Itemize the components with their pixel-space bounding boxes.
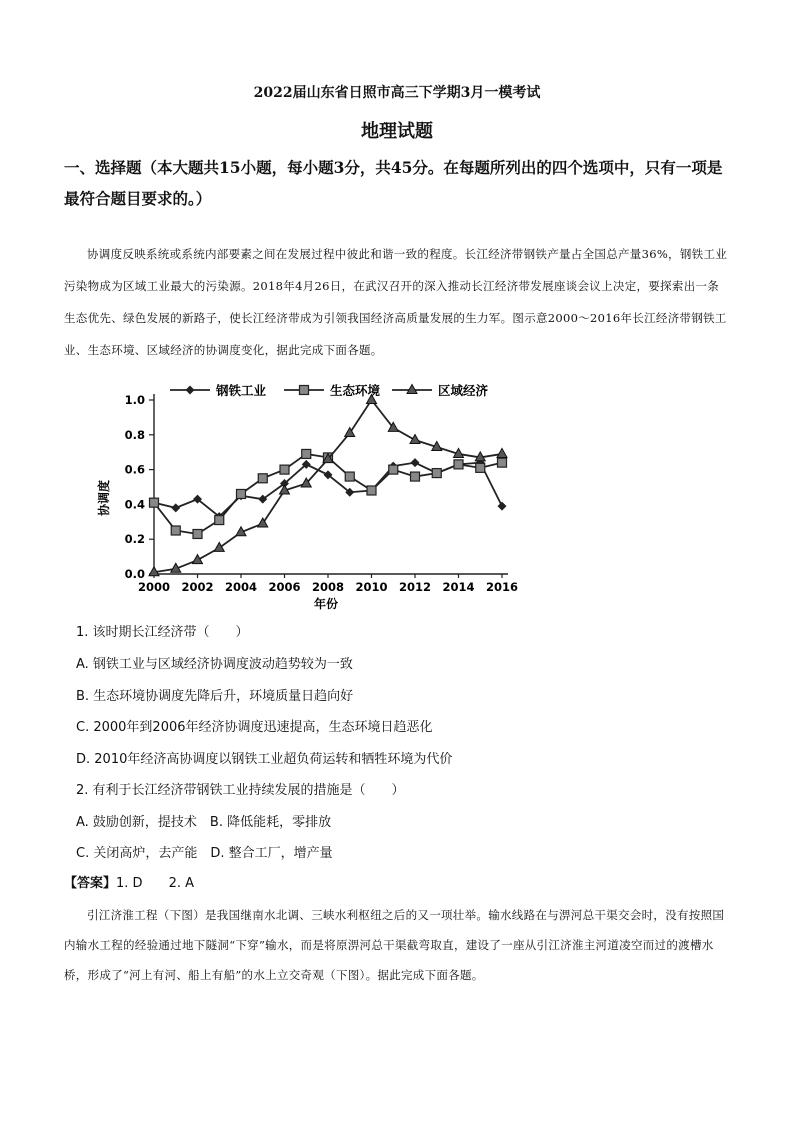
q2-options-row-2[interactable]: C. 关闭高炉，去产能 D. 整合工厂，增产量 [76, 846, 333, 861]
section-heading: 一、选择题（本大题共15小题，每小题3分，共45分。在每题所列出的四个选项中，只有一项是最符合题目要求的。） [64, 158, 723, 208]
data-point [432, 469, 441, 478]
series-line [154, 400, 502, 572]
data-point [476, 463, 485, 472]
legend-item [284, 383, 381, 398]
y-tick-label: 0.6 [124, 462, 145, 477]
y-tick-label: 0.2 [124, 532, 145, 547]
x-tick-label: 2000 [137, 580, 171, 594]
exam-title: 2022届山东省日照市高三下学期3月一模考试 [253, 85, 541, 101]
q1-option-b[interactable]: B. 生态环境协调度先降后升，环境质量日趋向好 [76, 689, 354, 704]
x-tick-label: 2006 [268, 580, 301, 594]
legend-marker [186, 386, 195, 395]
chart-series [149, 395, 507, 576]
answer-2: 2. A [168, 876, 194, 891]
data-point [258, 474, 267, 483]
x-tick-label: 2004 [224, 580, 258, 594]
data-point [389, 465, 398, 474]
data-point [302, 449, 311, 458]
y-tick-label: 0.4 [124, 497, 145, 512]
data-point [498, 502, 507, 511]
passage-1: 协调度反映系统或系统内部要素之间在发展过程中彼此和谐一致的程度。长江经济带钢铁产量占全国总产量36%，钢铁工业污染物成为区域工业最大的污染源。2018年4月26日，在武汉召开的深入推动长江经济带发展座谈会议上决定，要探索出一条生态优先、绿色发展的新路子，使长江经济带成为引领我国经济高质量发展的生力军。图示意2000～2016年长江经济带钢铁工业、生态环境、区域经济的协调度变化，据此完成下面各题。 [64, 247, 728, 357]
subject-title: 地理试题 [361, 121, 433, 142]
legend-marker [300, 386, 309, 395]
q2-options-row-1[interactable]: A. 鼓励创新，提技术 B. 降低能耗，零排放 [76, 815, 332, 830]
chart-x-label: 年份 [313, 597, 339, 611]
data-point [237, 489, 246, 498]
chart-legend [170, 383, 489, 398]
q1-option-d[interactable]: D. 2010年经济高协调度以钢铁工业超负荷运转和牺牲环境为代价 [76, 752, 453, 767]
passage-2: 引江济淮工程（下图）是我国继南水北调、三峡水利枢纽之后的又一项壮举。输水线路在与淠河总干渠交会时，没有按照国内输水工程的经验通过地下隧洞“下穿”输水，而是将原淠河总干渠截弯取直，建设了一座从引江济淮主河道凌空而过的渡槽水桥，形成了“河上有河、船上有船”的水上立交奇观（下图）。据此完成下面各题。 [64, 908, 725, 982]
data-point [498, 458, 507, 467]
x-tick-label: 2016 [485, 580, 519, 594]
data-point [150, 498, 159, 507]
legend-label: 生态环境 [330, 383, 381, 398]
data-point [171, 526, 180, 535]
legend-label: 钢铁工业 [216, 383, 267, 398]
x-tick-label: 2002 [181, 580, 214, 594]
x-tick-label: 2014 [442, 580, 475, 594]
chart-y-label: 协调度 [97, 479, 111, 517]
answer-line [64, 872, 194, 891]
y-tick-label: 0.8 [124, 427, 145, 442]
series-2 [149, 395, 507, 576]
x-tick-label: 2008 [311, 580, 345, 594]
data-point [454, 460, 463, 469]
legend-marker [407, 385, 417, 394]
q1-option-a[interactable]: A. 钢铁工业与区域经济协调度波动趋势较为一致 [76, 657, 353, 672]
data-point [411, 472, 420, 481]
y-tick-label: 1.0 [124, 393, 145, 407]
x-tick-label: 2012 [398, 580, 432, 594]
data-point [214, 542, 224, 551]
data-point [497, 448, 507, 457]
legend-item [170, 383, 267, 398]
chart-axes [125, 393, 518, 594]
data-point [171, 503, 180, 512]
legend-label: 区域经济 [438, 383, 489, 398]
answer-1: 1. D [116, 876, 143, 891]
data-point [345, 472, 354, 481]
x-tick-label: 2010 [355, 580, 388, 594]
question-2-stem: 2. 有利于长江经济带钢铁工业持续发展的措施是（ ） [76, 783, 405, 798]
answer-label: 【答案】 [64, 876, 117, 891]
y-tick-label: 0.0 [124, 567, 145, 581]
data-point [280, 465, 289, 474]
series-line [154, 454, 502, 534]
series-0 [150, 458, 507, 521]
data-point [193, 529, 202, 538]
data-point [367, 486, 376, 495]
legend-item [392, 383, 489, 398]
question-1-stem: 1. 该时期长江经济带（ ） [76, 625, 249, 640]
data-point [215, 516, 224, 525]
data-point [411, 458, 420, 467]
coordination-chart [92, 380, 522, 612]
chart-svg [92, 380, 522, 612]
q1-option-c[interactable]: C. 2000年到2006年经济协调度迅速提高，生态环境日趋恶化 [76, 720, 433, 735]
